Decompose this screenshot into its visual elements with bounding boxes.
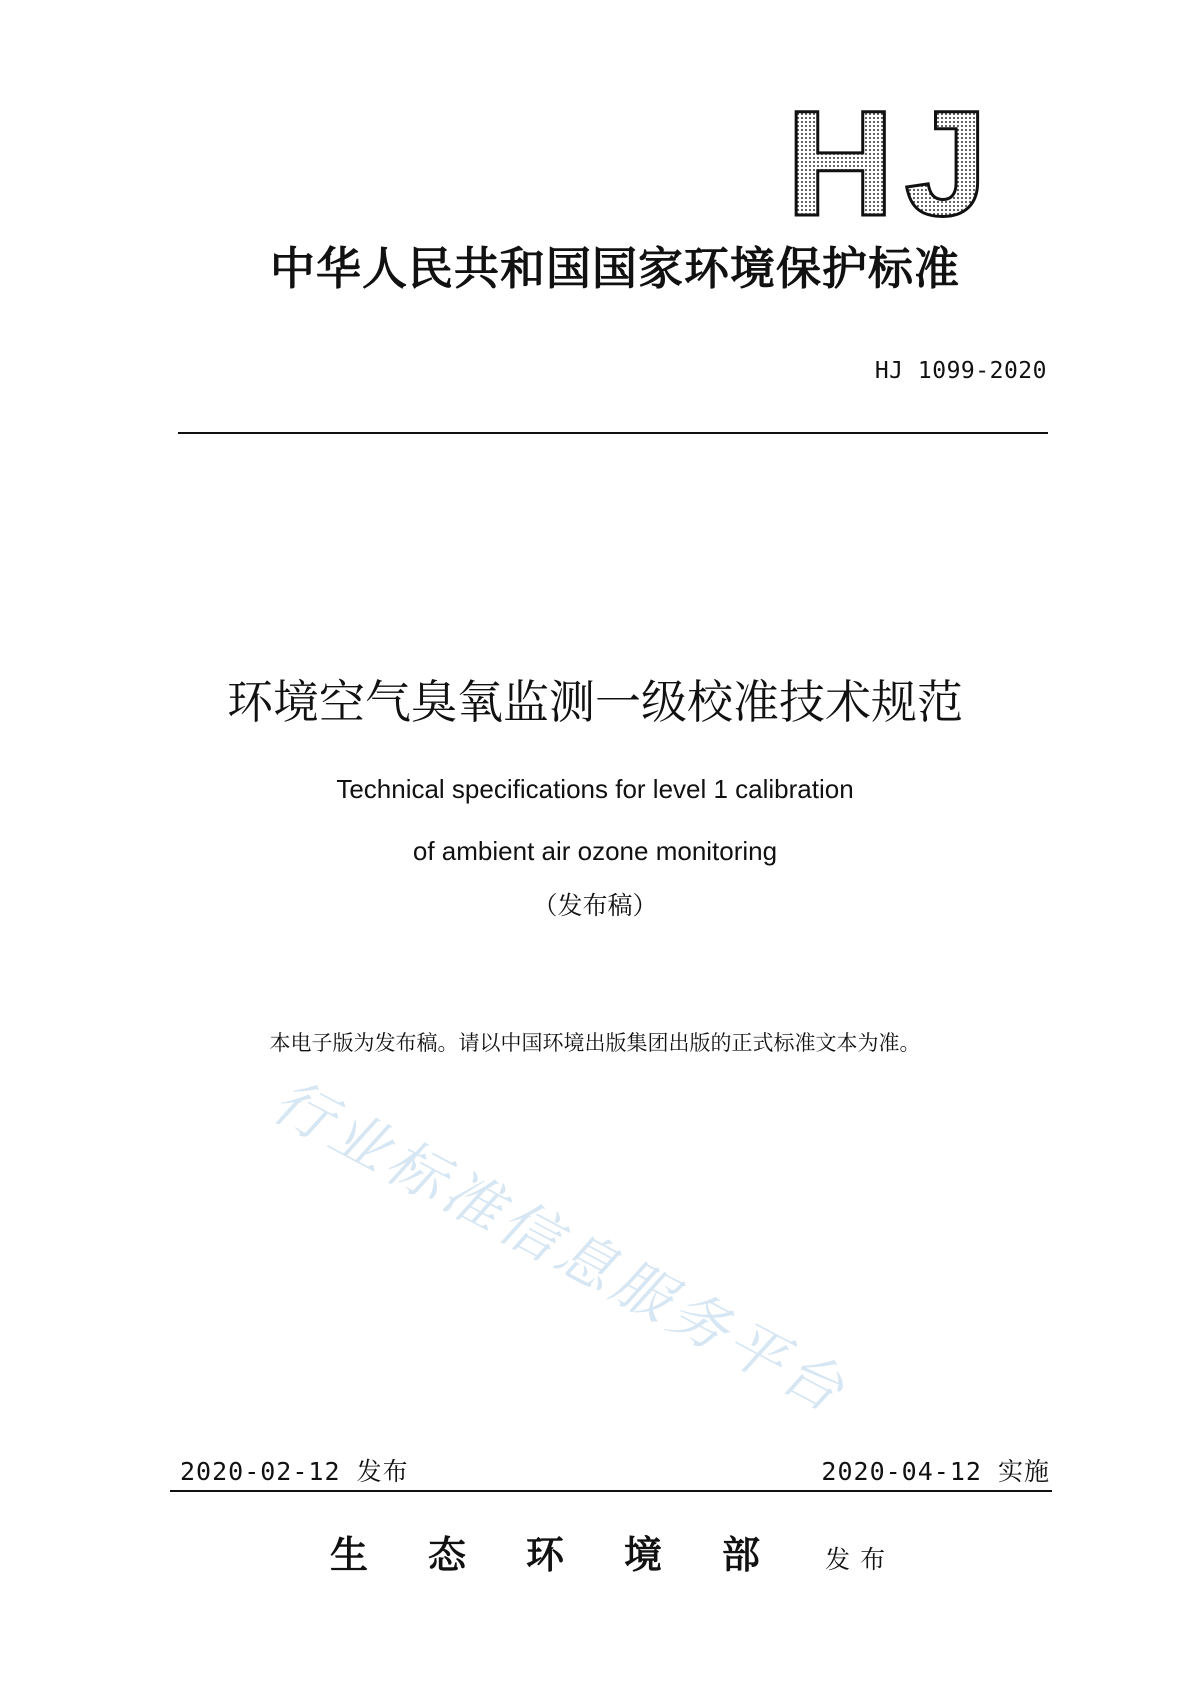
publisher xyxy=(330,1524,895,1579)
standard-number: HJ 1099-2020 xyxy=(874,358,1047,384)
english-title-line-1: Technical specifications for level 1 calibration xyxy=(336,774,854,804)
english-title xyxy=(0,758,1190,882)
hj-logo-text: HJ xyxy=(786,80,998,230)
chinese-title: 环境空气臭氧监测一级校准技术规范 xyxy=(227,675,963,729)
notice-text: 本电子版为发布稿。请以中国环境出版集团出版的正式标准文本为准。 xyxy=(269,1031,921,1055)
authority-title: 中华人民共和国国家环境保护标准 xyxy=(269,242,960,295)
hj-logo xyxy=(780,80,1010,230)
footer-divider xyxy=(170,1490,1052,1492)
draft-label: （发布稿） xyxy=(532,891,658,920)
implementation-date: 2020-04-12 实施 xyxy=(821,1457,1050,1486)
english-title-line-2: of ambient air ozone monitoring xyxy=(412,836,778,866)
publisher-suffix: 发布 xyxy=(825,1545,896,1574)
publisher-name: 生态环境部 xyxy=(330,1532,821,1577)
header-divider xyxy=(178,432,1048,434)
watermark: 行业标准信息服务平台 xyxy=(261,1066,859,1427)
issue-date: 2020-02-12 发布 xyxy=(180,1457,409,1486)
